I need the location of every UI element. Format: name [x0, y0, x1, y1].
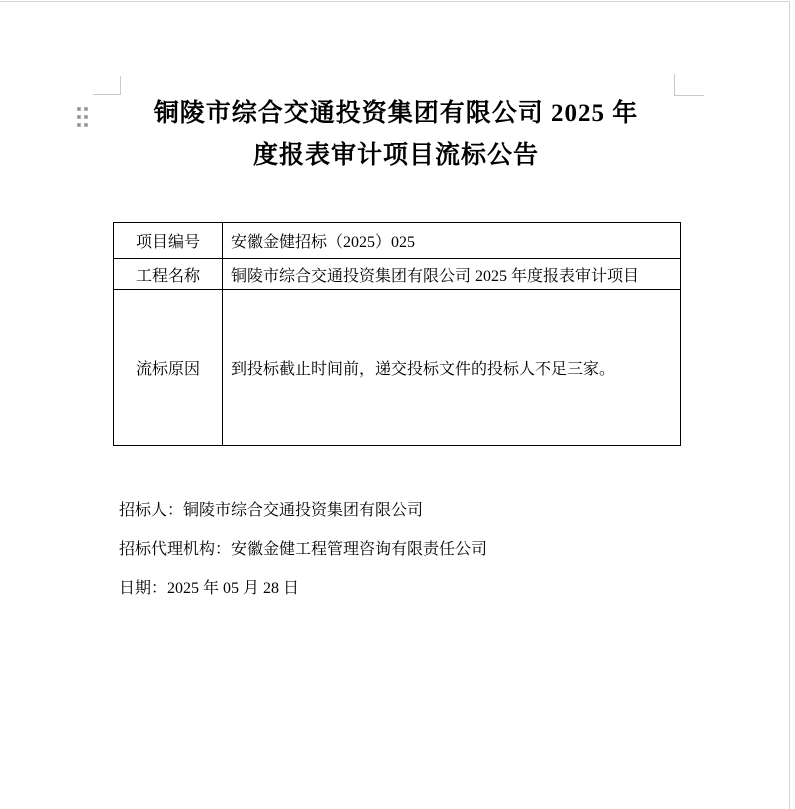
page-title-line-1: 铜陵市综合交通投资集团有限公司 2025 年 [153, 100, 639, 127]
table-row [114, 259, 681, 290]
drag-handle-dot [84, 107, 88, 111]
agency-line: 招标代理机构：安徽金健工程管理咨询有限责任公司 [119, 541, 488, 558]
drag-handle-dot [84, 115, 88, 119]
project-name-label: 工程名称 [114, 259, 223, 290]
tenderer-line: 招标人：铜陵市综合交通投资集团有限公司 [119, 502, 424, 519]
page-title-line-2: 度报表审计项目流标公告 [252, 142, 539, 169]
footer-info [119, 503, 487, 620]
drag-handle-dot [77, 107, 81, 111]
table-row [114, 223, 681, 259]
drag-handle-dot [84, 123, 88, 127]
failure-reason-label: 流标原因 [114, 290, 223, 446]
project-name-value: 铜陵市综合交通投资集团有限公司 2025 年度报表审计项目 [223, 259, 681, 290]
project-number-value: 安徽金健招标（2025）025 [223, 223, 681, 259]
drag-handle-dot [77, 115, 81, 119]
date-line: 日期：2025 年 05 月 28 日 [119, 580, 300, 597]
drag-handle-dot [77, 123, 81, 127]
project-number-label: 项目编号 [114, 223, 223, 259]
page-title [113, 93, 679, 177]
drag-handle-icon[interactable] [77, 107, 89, 128]
table-row [114, 290, 681, 446]
notice-info-table [113, 222, 681, 446]
failure-reason-value: 到投标截止时间前，递交投标文件的投标人不足三家。 [223, 290, 681, 446]
